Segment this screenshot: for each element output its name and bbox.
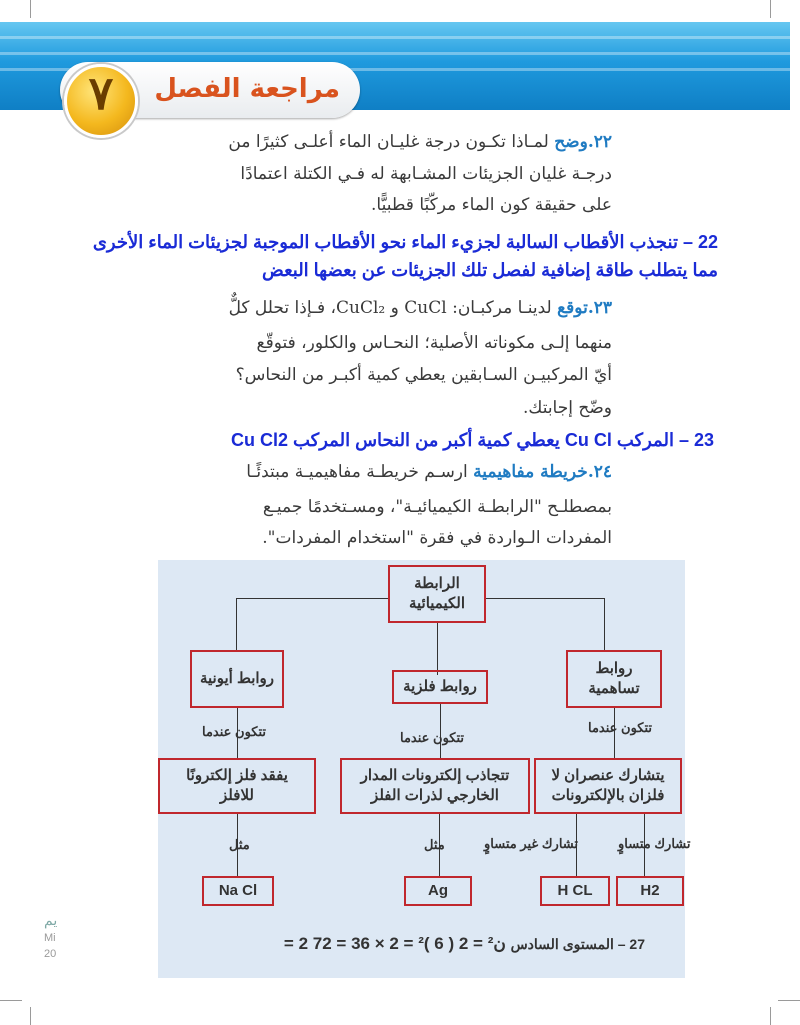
q22-line-1 xyxy=(228,132,612,152)
chapter-title: مراجعة الفصل xyxy=(154,74,340,104)
example-ag-box: Ag xyxy=(404,876,472,906)
example-hcl-box: H CL xyxy=(540,876,610,906)
q23-line-1 xyxy=(229,298,612,318)
q23-line-3: أيّ المركبيـن السـابقين يعطي كمية أكبـر من النحاس؟ xyxy=(235,365,612,385)
q22-line-2: درجـة غليان الجزيئات المشـابهة له فـي الكتلة اعتمادًا xyxy=(240,164,612,184)
connector xyxy=(486,598,604,599)
covalent-link-label: تتكون عندما xyxy=(588,720,653,735)
q22-number: ٢٢. xyxy=(587,132,612,152)
answer-27-formula: = 2 ن² = 2 ( 6 )² = 2 × 36 = 72 xyxy=(283,934,506,953)
margin-text-1: يم xyxy=(44,912,58,928)
margin-text-3: 20 xyxy=(44,948,57,960)
answer-22-line-2: مما يتطلب طاقة إضافية لفصل تلك الجزيئات عن بعضها البعض xyxy=(262,260,718,280)
metallic-bonds-box: روابط فلزية xyxy=(392,670,488,704)
q23-tag: توقع xyxy=(557,298,588,318)
crop-mark xyxy=(770,0,771,18)
crop-mark xyxy=(778,1000,800,1001)
ionic-bonds-box: روابط أيونية xyxy=(190,650,284,708)
metallic-desc-box: تتجاذب إلكترونات المدار الخارجي لذرات الفلز xyxy=(340,758,530,814)
ionic-example-label: مثل xyxy=(229,837,250,852)
covalent-bonds-box: روابط تساهمية xyxy=(566,650,662,708)
crop-mark xyxy=(770,1007,771,1025)
chapter-number: ٧ xyxy=(88,66,114,120)
q24-line-1 xyxy=(246,462,612,482)
q24-number: ٢٤. xyxy=(587,462,612,482)
connector xyxy=(236,598,388,599)
crop-mark xyxy=(0,1000,22,1001)
q24-line-2: بمصطلـح "الرابطـة الكيميائيـة"، ومسـتخدمًا جميـع xyxy=(262,497,612,517)
q24-text: ارسـم خريطـة مفاهيميـة مبتدئًـا xyxy=(246,462,468,482)
answer-27-label: 27 – المستوى السادس xyxy=(510,936,645,952)
q23-line-2: منهما إلـى مكوناته الأصلية؛ النحـاس والكلور، فتوقّع xyxy=(256,333,612,353)
metallic-example-label: مثل xyxy=(424,837,445,852)
ionic-desc-box: يفقد فلز إلكترونًا للافلز xyxy=(158,758,316,814)
equal-sharing-label: تشارك متساوٍ xyxy=(618,836,691,851)
crop-mark xyxy=(30,1007,31,1025)
connector xyxy=(604,598,605,650)
q23-text: لدينـا مركبـان: CuCl و CuCl₂، فـإذا تحلل كلٌّ xyxy=(228,298,552,318)
connector xyxy=(236,598,237,650)
crop-mark xyxy=(30,0,31,18)
unequal-sharing-label: تشارك غير متساوٍ xyxy=(484,836,579,851)
q23-line-4: وضّح إجابتك. xyxy=(522,398,612,418)
concept-root-box: الرابطة الكيميائية xyxy=(388,565,486,623)
q24-line-3: المفردات الـواردة في فقرة "استخدام المفردات". xyxy=(262,528,612,548)
q22-text: لمـاذا تكـون درجة غليـان الماء أعلـى كثيرًا من xyxy=(228,132,549,152)
margin-text-2: Mi xyxy=(44,932,56,944)
ionic-link-label: تتكون عندما xyxy=(202,724,267,739)
answer-23: 23 – المركب Cu Cl يعطي كمية أكبر من النحاس المركب Cu Cl2 xyxy=(230,430,714,450)
metallic-link-label: تتكون عندما xyxy=(400,730,465,745)
connector xyxy=(437,623,438,675)
q24-tag: خريطة مفاهيمية xyxy=(473,462,588,482)
q22-tag: وضح xyxy=(554,132,588,152)
concept-map xyxy=(158,560,691,978)
q22-line-3: على حقيقة كون الماء مركّبًا قطبيًّا. xyxy=(371,195,612,215)
covalent-desc-box: يتشارك عنصران لا فلزان بالإلكترونات xyxy=(534,758,682,814)
q23-number: ٢٣. xyxy=(587,298,612,318)
example-nacl-box: Na Cl xyxy=(202,876,274,906)
answer-27 xyxy=(284,934,645,954)
answer-22-line-1: 22 – تنجذب الأقطاب السالبة لجزيء الماء نحو الأقطاب الموجبة لجزيئات الماء الأخرى xyxy=(92,232,718,252)
example-h2-box: H2 xyxy=(616,876,684,906)
